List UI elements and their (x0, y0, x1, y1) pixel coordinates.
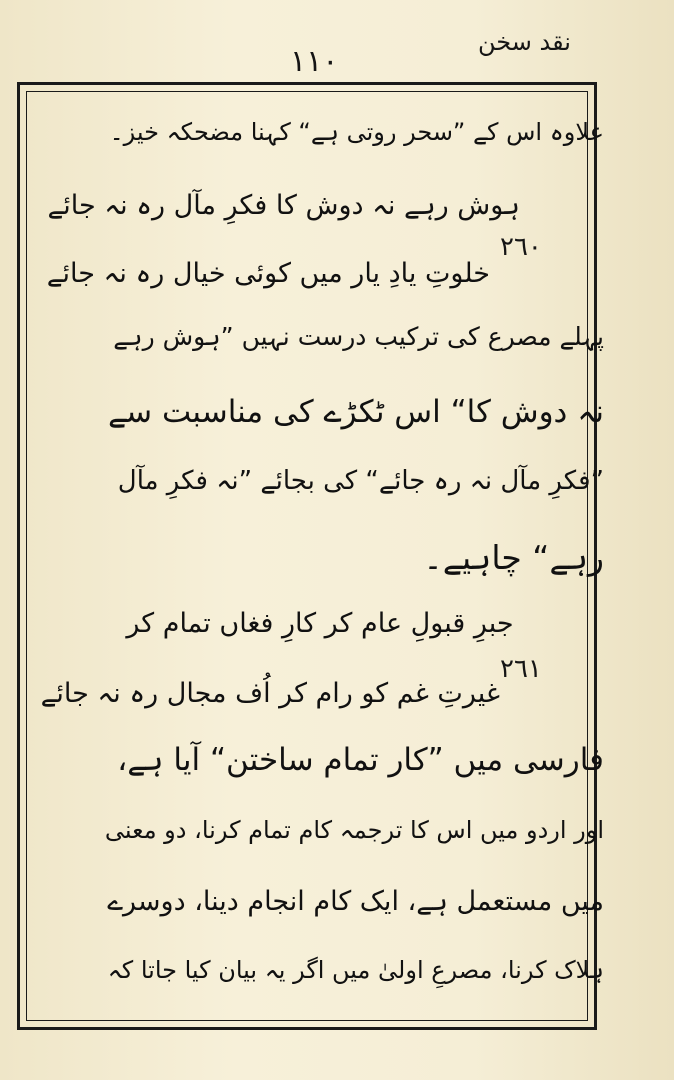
text-line-6: فارسی میں ”کار تمام ساختن“ آیا ہے، (117, 742, 604, 778)
verse-number-261: ٢٦١ (500, 654, 542, 684)
verse-260-second-line: خلوتِ یادِ یار میں کوئی خیال رہ نہ جائے (46, 258, 490, 289)
text-line-9: ہلاک کرنا، مصرعِ اولیٰ میں اگر یہ بیان کیا جاتا کہ (107, 956, 604, 984)
verse-number-260: ٢٦٠ (500, 232, 542, 262)
text-line-1: علاوہ اس کے ”سحر روتی ہے“ کہنا مضحکہ خیز۔ (109, 118, 604, 146)
page-number: ١١٠ (290, 44, 339, 79)
text-line-2: پہلے مصرع کی ترکیب درست نہیں ”ہوش رہے (113, 322, 604, 351)
text-line-8: میں مستعمل ہے، ایک کام انجام دینا، دوسرے (107, 886, 604, 917)
running-title: نقد سخن (478, 28, 571, 56)
verse-261-second-line: غیرتِ غم کو رام کر اُف مجال رہ نہ جائے (40, 678, 500, 709)
verse-260-first-line: ہوش رہے نہ دوش کا فکرِ مآل رہ نہ جائے (47, 190, 520, 221)
text-line-3: نہ دوش کا“ اس ٹکڑے کی مناسبت سے (107, 394, 604, 430)
verse-261-first-line: جبرِ قبولِ عام کر کارِ فغاں تمام کر (126, 608, 514, 639)
text-line-4: ”فکرِ مآل نہ رہ جائے“ کی بجائے ”نہ فکرِ مآل (117, 466, 604, 496)
text-line-7: اور اردو میں اس کا ترجمہ کام تمام کرنا، دو معنی (104, 816, 604, 844)
text-line-5: رہے“ چاہیے۔ (423, 538, 604, 577)
